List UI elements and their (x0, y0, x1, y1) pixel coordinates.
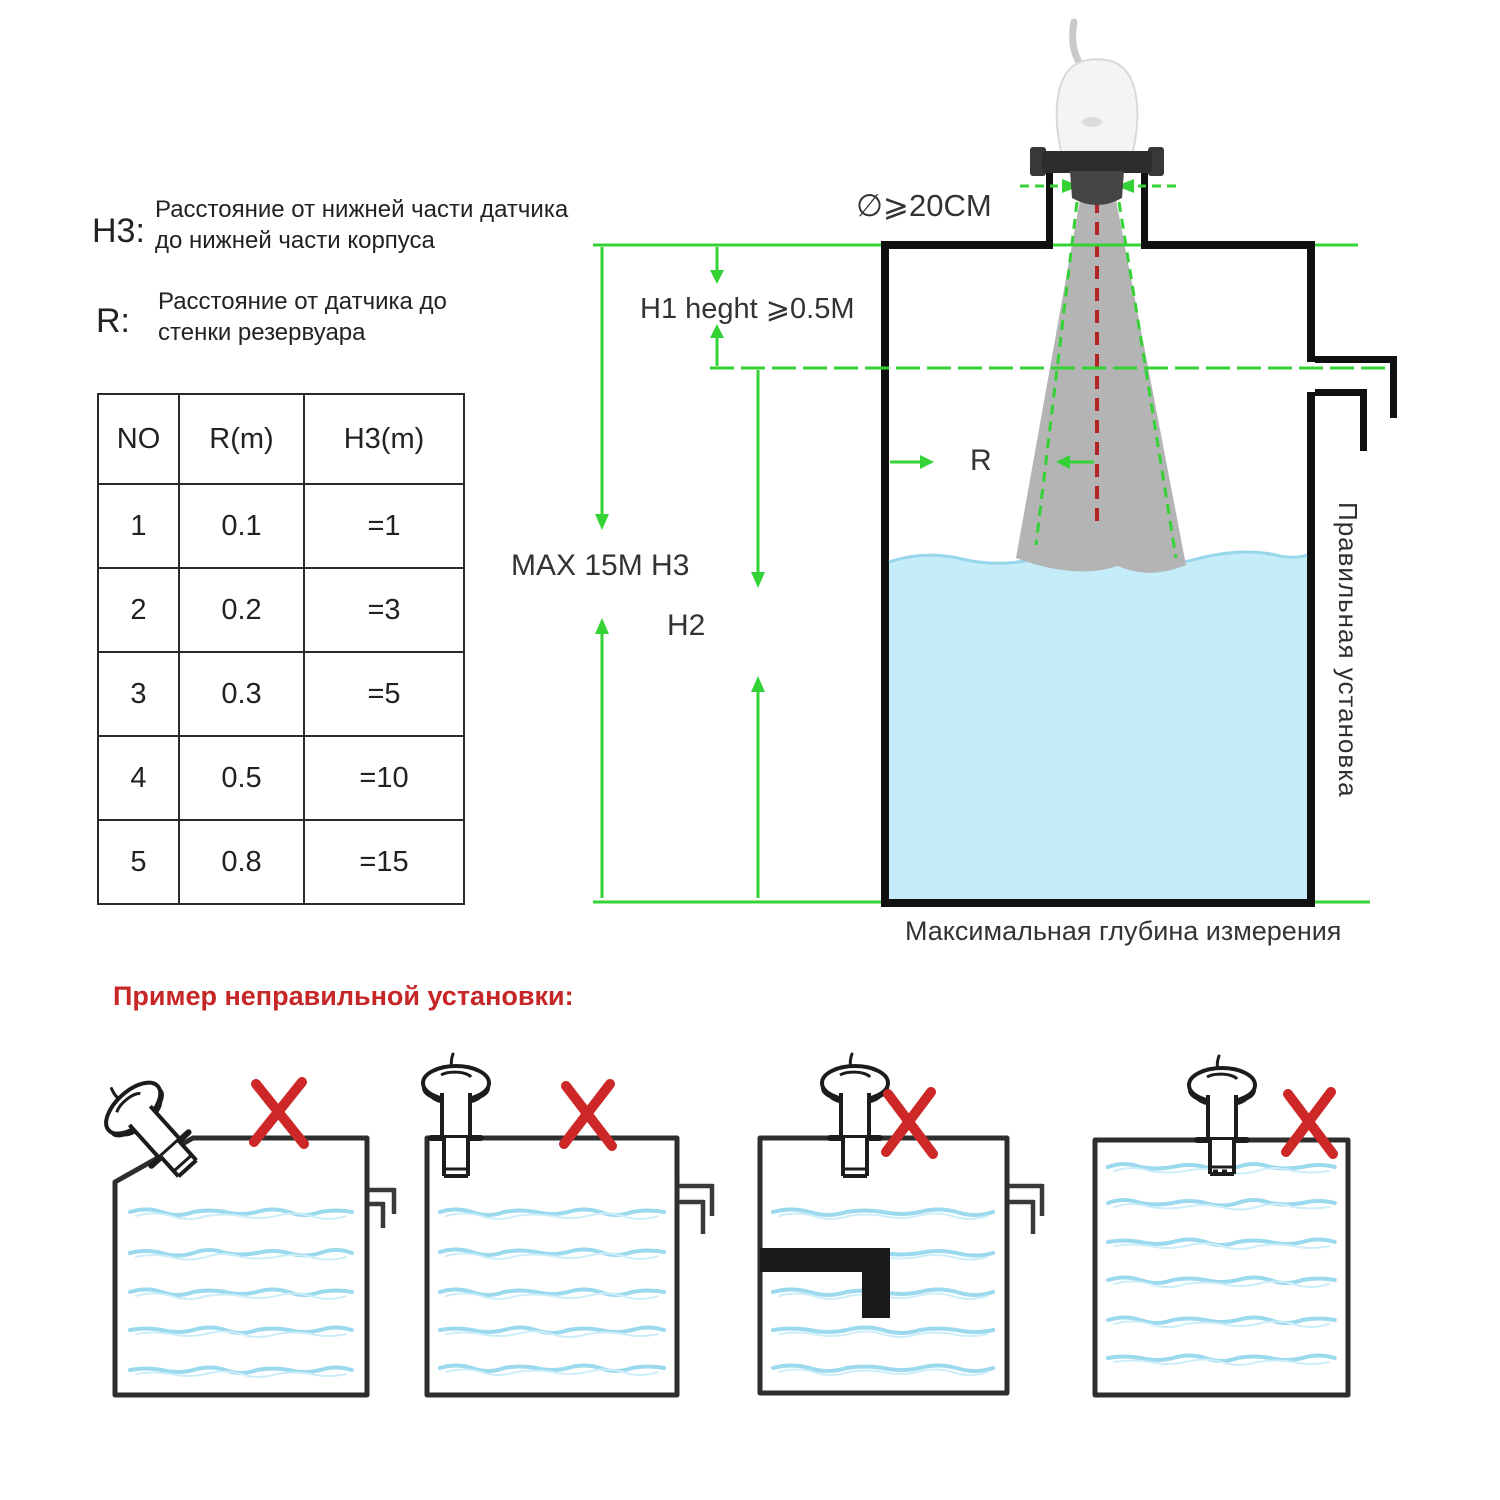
max-15m-label: MAX 15M H3 (511, 549, 690, 582)
x-mark-icon (254, 1082, 304, 1144)
table-row (98, 820, 464, 904)
level-sensor-icon (89, 1064, 212, 1190)
table-cell: =3 (304, 568, 464, 652)
table-cell: 1 (98, 484, 179, 568)
r-label: R (970, 444, 992, 477)
table-cell: 0.1 (179, 484, 304, 568)
wrong-example-4 (1095, 1056, 1348, 1395)
wrong-example-3 (760, 1054, 1043, 1393)
level-sensor-icon (423, 1054, 489, 1176)
h2-label: H2 (667, 609, 706, 642)
beam-cone (1016, 200, 1186, 573)
x-mark-icon (886, 1092, 933, 1154)
water-waves (1108, 1164, 1335, 1365)
wrong-examples (0, 1030, 1500, 1500)
table-row (98, 736, 464, 820)
water-waves (130, 1210, 352, 1378)
inlet-pipe-icon (1315, 356, 1397, 451)
table-cell: 0.2 (179, 568, 304, 652)
wrong-installation-heading: Пример неправильной установки: (113, 981, 574, 1011)
correct-installation-label: Правильная установка (1333, 502, 1363, 798)
table-cell: =10 (304, 736, 464, 820)
level-sensor-icon (822, 1054, 888, 1176)
table-cell: 2 (98, 568, 179, 652)
table-header-cell: R(m) (179, 394, 304, 484)
wave-line (779, 1332, 987, 1338)
table-row (98, 484, 464, 568)
table-cell: 5 (98, 820, 179, 904)
table-header-cell: NO (98, 394, 179, 484)
tank-outline (115, 1138, 367, 1395)
table-cell: 4 (98, 736, 179, 820)
r-definition: Расстояние от датчика до стенки резервуара (158, 288, 447, 346)
wave-line (779, 1214, 987, 1220)
wrong-example-2 (423, 1054, 713, 1395)
diameter-label: ∅⩾20CM (856, 188, 992, 223)
table-cell: =15 (304, 820, 464, 904)
table-header-row (98, 394, 464, 484)
table-row (98, 568, 464, 652)
h3-definition: Расстояние от нижней части датчика до нижней части корпуса (155, 196, 569, 254)
max-depth-caption: Максимальная глубина измерения (905, 916, 1342, 946)
x-mark-icon (1286, 1092, 1333, 1154)
wrong-example-1 (89, 1064, 395, 1395)
inlet-pipe-icon (369, 1188, 395, 1228)
table-cell: 3 (98, 652, 179, 736)
table-header-cell: H3(m) (304, 394, 464, 484)
table-row (98, 652, 464, 736)
inlet-pipe-icon (679, 1184, 713, 1234)
table-cell: 0.8 (179, 820, 304, 904)
table-cell: 0.3 (179, 652, 304, 736)
h1-label: H1 heght ⩾0.5M (640, 293, 855, 325)
h3-term: H3: (92, 212, 145, 250)
table-cell: 0.5 (179, 736, 304, 820)
wave-line (779, 1370, 987, 1376)
inlet-pipe-icon (1009, 1184, 1043, 1234)
r-term: R: (96, 302, 130, 340)
water (889, 552, 1307, 899)
water-waves (440, 1210, 664, 1376)
table-cell: =5 (304, 652, 464, 736)
level-sensor-icon (1189, 1056, 1255, 1174)
r-h3-table (97, 393, 465, 905)
dimension-h2 (751, 370, 765, 898)
obstacle (760, 1248, 890, 1318)
table-cell: =1 (304, 484, 464, 568)
